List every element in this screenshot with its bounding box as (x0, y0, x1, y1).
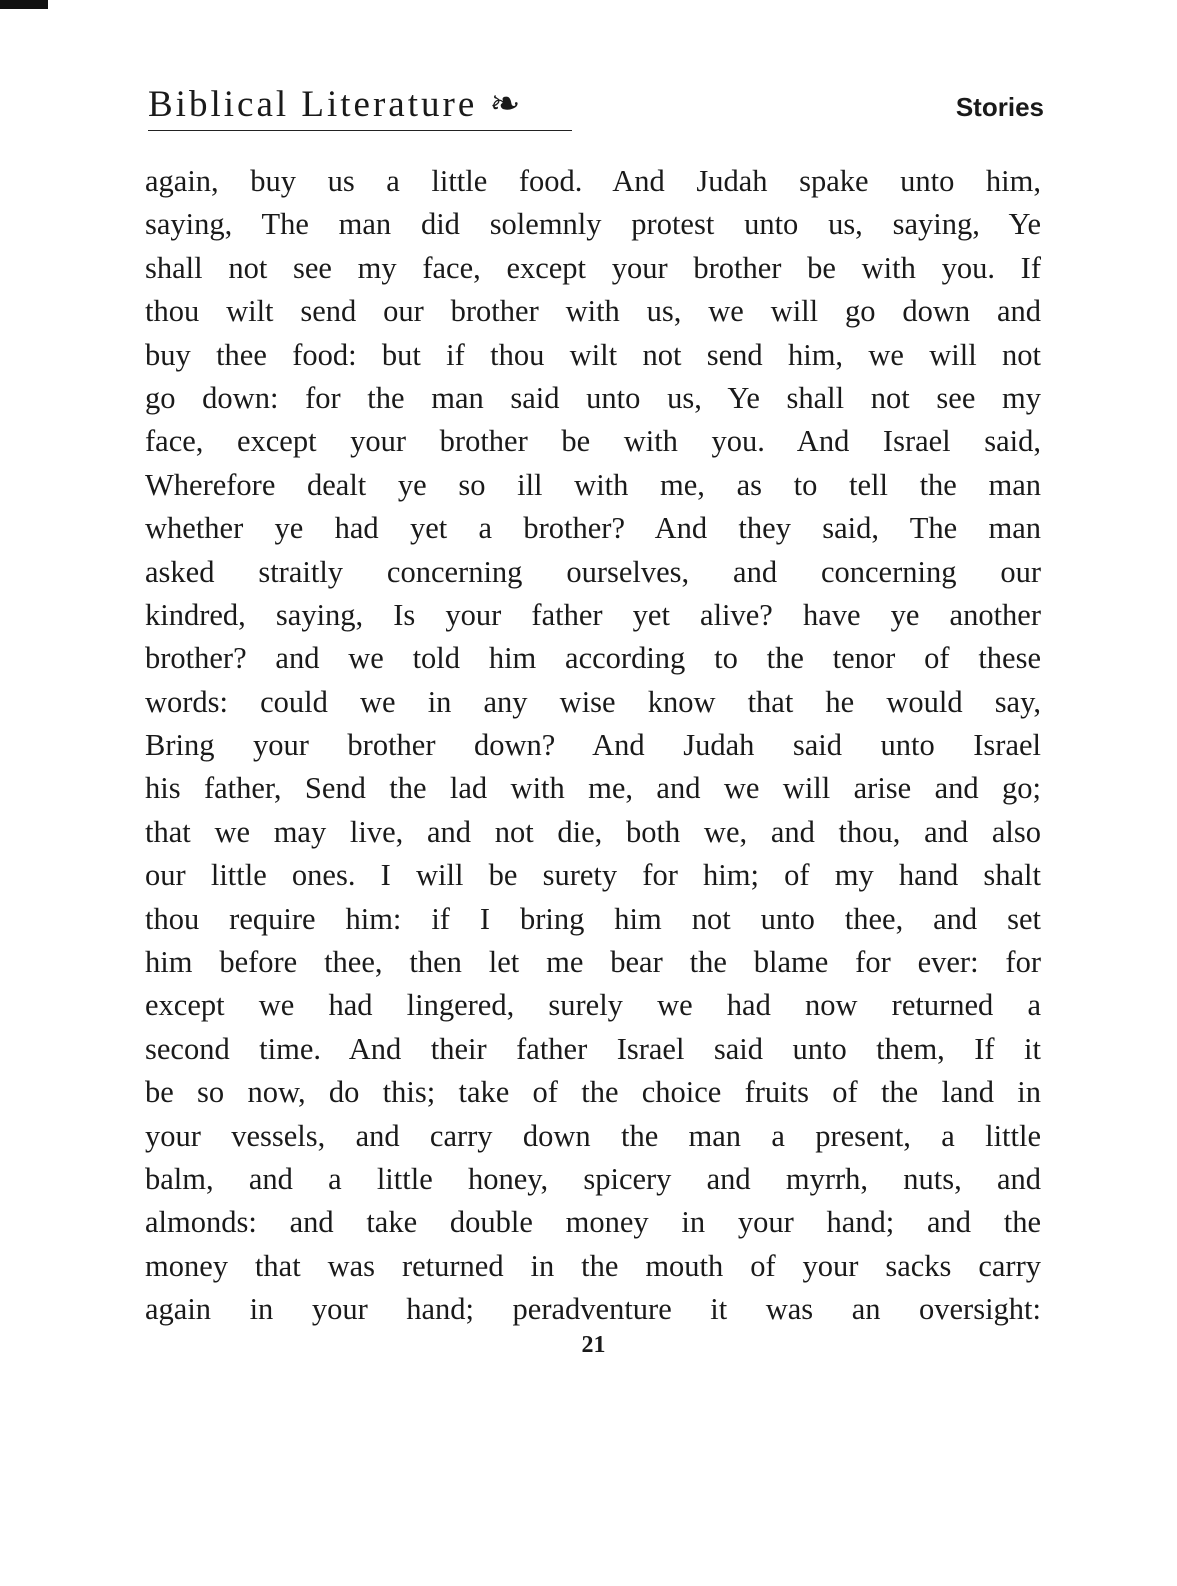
text-line: almonds: and take double money in your hand; and the (145, 1205, 1041, 1240)
text-line: words: could we in any wise know that he would say, (145, 684, 1041, 719)
ornament-icon: ❧ (489, 84, 524, 125)
text-line: except we had lingered, surely we had now returned a (145, 988, 1041, 1023)
text-line: kindred, saying, Is your father yet alive? have ye another (145, 597, 1041, 632)
text-line: buy thee food: but if thou wilt not send him, we will not (145, 337, 1041, 372)
text-line: thou require him: if I bring him not unto thee, and set (145, 901, 1041, 936)
text-line: again, buy us a little food. And Judah spake unto him, (145, 164, 1041, 198)
text-line: him before thee, then let me bear the blame for ever: for (145, 945, 1041, 980)
text-line: again in your hand; peradventure it was an oversight: (145, 1292, 1041, 1327)
text-line: face, except your brother be with you. And Israel said, (145, 424, 1041, 459)
title-underline (148, 130, 572, 131)
text-line: Wherefore dealt ye so ill with me, as to tell the man (145, 467, 1041, 502)
book-title: Biblical Literature (148, 84, 478, 125)
text-line: Bring your brother down? And Judah said unto Israel (145, 728, 1041, 763)
text-line: our little ones. I will be surety for him; of my hand shalt (145, 858, 1041, 893)
scan-edge-mark (0, 0, 48, 9)
text-line: his father, Send the lad with me, and we will arise and go; (145, 771, 1041, 806)
text-line: thou wilt send our brother with us, we will go down and (145, 294, 1041, 329)
page-body (145, 160, 1041, 1332)
text-line: shall not see my face, except your brother be with you. If (145, 250, 1041, 285)
text-line: your vessels, and carry down the man a present, a little (145, 1118, 1041, 1153)
text-line: whether ye had yet a brother? And they said, The man (145, 511, 1041, 546)
text-line: brother? and we told him according to the tenor of these (145, 641, 1041, 676)
text-line: money that was returned in the mouth of your sacks carry (145, 1248, 1041, 1283)
text-line: asked straitly concerning ourselves, and concerning our (145, 554, 1041, 589)
text-line: second time. And their father Israel said unto them, If it (145, 1031, 1041, 1066)
text-line: balm, and a little honey, spicery and myrrh, nuts, and (145, 1161, 1041, 1196)
page-number: 21 (581, 1332, 606, 1358)
text-line: be so now, do this; take of the choice fruits of the land in (145, 1075, 1041, 1110)
text-line: that we may live, and not die, both we, and thou, and also (145, 814, 1041, 849)
text-line: go down: for the man said unto us, Ye shall not see my (145, 380, 1041, 415)
running-header (148, 82, 1044, 134)
running-title (148, 82, 524, 126)
text-line: saying, The man did solemnly protest unto us, saying, Ye (145, 207, 1041, 242)
section-label: Stories (955, 92, 1044, 122)
